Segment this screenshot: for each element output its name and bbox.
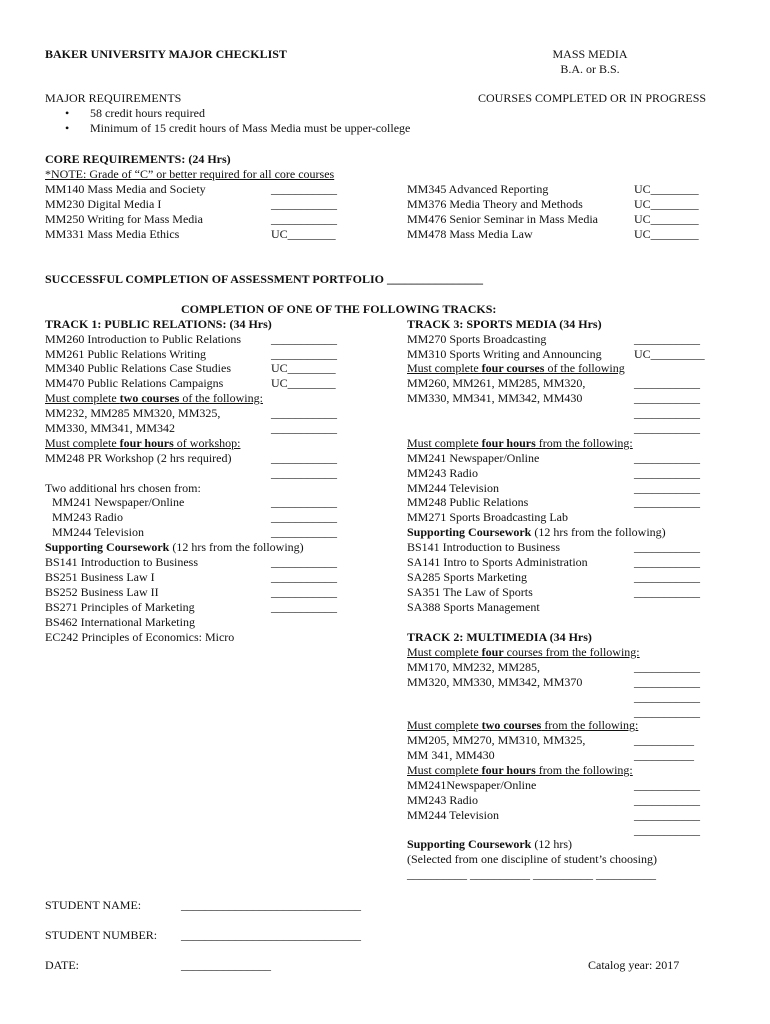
date-label: DATE: bbox=[45, 958, 79, 972]
track2-hours-item: MM244 Television bbox=[407, 808, 499, 822]
core-course: MM376 Media Theory and Methods bbox=[407, 197, 583, 211]
track1-supporting-course: BS462 International Marketing bbox=[45, 615, 195, 629]
course-blank[interactable]: ___________ bbox=[634, 466, 700, 480]
track3-supporting-course: SA141 Intro to Sports Administration bbox=[407, 555, 588, 569]
track2-elective-list: MM205, MM270, MM310, MM325, bbox=[407, 733, 586, 747]
track3-hours-instruction: Must complete four hours from the following: bbox=[407, 436, 633, 450]
core-course: MM230 Digital Media I bbox=[45, 197, 162, 211]
track1-heading: TRACK 1: PUBLIC RELATIONS: (34 Hrs) bbox=[45, 317, 272, 331]
courses-completed-heading: COURSES COMPLETED OR IN PROGRESS bbox=[478, 91, 707, 105]
catalog-year: Catalog year: 2017 bbox=[588, 958, 680, 972]
course-blank[interactable]: ___________ bbox=[271, 182, 337, 196]
track1-course: MM261 Public Relations Writing bbox=[45, 347, 206, 361]
course-blank[interactable]: ___________ bbox=[271, 555, 337, 569]
course-blank[interactable]: UC________ bbox=[271, 376, 336, 390]
course-blank[interactable]: ___________ bbox=[634, 778, 700, 792]
document-title: BAKER UNIVERSITY MAJOR CHECKLIST bbox=[45, 47, 287, 61]
supporting-blanks[interactable]: __________ __________ __________ __________ bbox=[407, 867, 656, 881]
track2-four-courses-instruction: Must complete four courses from the following: bbox=[407, 645, 640, 659]
track2-hours-item: MM241Newspaper/Online bbox=[407, 778, 537, 792]
course-blank[interactable]: __________ bbox=[634, 748, 694, 762]
assessment-portfolio[interactable]: SUCCESSFUL COMPLETION OF ASSESSMENT PORTFOLIO ________________ bbox=[45, 272, 483, 286]
track3-hours-item: MM248 Public Relations bbox=[407, 495, 529, 509]
course-blank[interactable]: UC________ bbox=[271, 361, 336, 375]
track3-supporting-course: SA351 The Law of Sports bbox=[407, 585, 533, 599]
track1-course: MM260 Introduction to Public Relations bbox=[45, 332, 241, 346]
track1-supporting-heading: Supporting Coursework (12 hrs from the following) bbox=[45, 540, 304, 554]
track3-supporting-heading: Supporting Coursework (12 hrs from the following) bbox=[407, 525, 666, 539]
core-heading: CORE REQUIREMENTS: (24 Hrs) bbox=[45, 152, 231, 166]
track3-supporting-course: SA388 Sports Management bbox=[407, 600, 540, 614]
course-blank[interactable]: ___________ bbox=[271, 332, 337, 346]
track2-elective-list: MM320, MM330, MM342, MM370 bbox=[407, 675, 583, 689]
track1-elective-list: MM330, MM341, MM342 bbox=[45, 421, 176, 435]
track2-supporting-note: (Selected from one discipline of student’s choosing) bbox=[407, 852, 657, 866]
track1-course: MM340 Public Relations Case Studies bbox=[45, 361, 231, 375]
track3-four-courses-instruction: Must complete four courses of the following bbox=[407, 361, 625, 375]
track3-hours-item: MM244 Television bbox=[407, 481, 499, 495]
course-blank[interactable]: ___________ bbox=[271, 585, 337, 599]
track1-supporting-course: BS271 Principles of Marketing bbox=[45, 600, 195, 614]
track3-hours-item: MM241 Newspaper/Online bbox=[407, 451, 540, 465]
course-blank[interactable]: ___________ bbox=[634, 391, 700, 405]
course-blank[interactable]: ___________ bbox=[271, 600, 337, 614]
course-blank[interactable]: ___________ bbox=[634, 495, 700, 509]
track1-workshop: MM248 PR Workshop (2 hrs required) bbox=[45, 451, 232, 465]
track1-elective-list: MM232, MM285 MM320, MM325, bbox=[45, 406, 221, 420]
track1-additional-item: MM244 Television bbox=[52, 525, 144, 539]
track3-hours-item: MM271 Sports Broadcasting Lab bbox=[407, 510, 568, 524]
track3-course: MM310 Sports Writing and Announcing bbox=[407, 347, 602, 361]
requirement-bullet: • Minimum of 15 credit hours of Mass Media must be upper-college bbox=[45, 121, 410, 136]
track1-workshop-instruction: Must complete four hours of workshop: bbox=[45, 436, 241, 450]
core-course: MM250 Writing for Mass Media bbox=[45, 212, 203, 226]
core-course: MM478 Mass Media Law bbox=[407, 227, 533, 241]
course-blank[interactable]: ___________ bbox=[634, 808, 700, 822]
course-blank[interactable]: ___________ bbox=[634, 705, 700, 719]
course-blank[interactable]: ___________ bbox=[271, 406, 337, 420]
course-blank[interactable]: ___________ bbox=[634, 690, 700, 704]
core-course: MM345 Advanced Reporting bbox=[407, 182, 549, 196]
course-blank[interactable]: ___________ bbox=[634, 675, 700, 689]
major-requirements-list bbox=[45, 106, 410, 136]
course-blank[interactable]: ___________ bbox=[634, 555, 700, 569]
course-blank[interactable]: ___________ bbox=[634, 540, 700, 554]
course-blank[interactable]: ___________ bbox=[634, 376, 700, 390]
track3-supporting-course: SA285 Sports Marketing bbox=[407, 570, 527, 584]
course-blank[interactable]: UC________ bbox=[271, 227, 336, 241]
track3-supporting-course: BS141 Introduction to Business bbox=[407, 540, 561, 554]
course-blank[interactable]: ___________ bbox=[634, 421, 700, 435]
track3-hours-item: MM243 Radio bbox=[407, 466, 479, 480]
course-blank[interactable]: ___________ bbox=[271, 197, 337, 211]
course-blank[interactable]: ___________ bbox=[634, 451, 700, 465]
core-course: MM476 Senior Seminar in Mass Media bbox=[407, 212, 598, 226]
student-name-field[interactable]: ______________________________ bbox=[181, 898, 361, 912]
course-blank[interactable]: UC________ bbox=[634, 182, 699, 196]
track3-elective-list: MM260, MM261, MM285, MM320, bbox=[407, 376, 586, 390]
course-blank[interactable]: ___________ bbox=[271, 212, 337, 226]
track3-heading: TRACK 3: SPORTS MEDIA (34 Hrs) bbox=[407, 317, 602, 331]
student-number-label: STUDENT NUMBER: bbox=[45, 928, 158, 942]
course-blank[interactable]: UC________ bbox=[634, 197, 699, 211]
track2-two-courses-instruction: Must complete two courses from the following: bbox=[407, 718, 639, 732]
track2-supporting-heading: Supporting Coursework (12 hrs) bbox=[407, 837, 573, 851]
major-name: MASS MEDIA bbox=[552, 47, 628, 61]
course-blank[interactable]: ___________ bbox=[634, 660, 700, 674]
course-blank[interactable]: ___________ bbox=[271, 451, 337, 465]
track2-hours-item: MM243 Radio bbox=[407, 793, 479, 807]
course-blank[interactable]: UC_________ bbox=[634, 347, 705, 361]
track1-supporting-course: BS251 Business Law I bbox=[45, 570, 155, 584]
track1-supporting-course: BS141 Introduction to Business bbox=[45, 555, 199, 569]
course-blank[interactable]: ___________ bbox=[271, 421, 337, 435]
course-blank[interactable]: ___________ bbox=[634, 570, 700, 584]
track2-heading: TRACK 2: MULTIMEDIA (34 Hrs) bbox=[407, 630, 592, 644]
track2-elective-list: MM170, MM232, MM285, bbox=[407, 660, 541, 674]
course-blank[interactable]: UC________ bbox=[634, 212, 699, 226]
date-field[interactable]: _______________ bbox=[181, 958, 271, 972]
track2-hours-instruction: Must complete four hours from the following: bbox=[407, 763, 633, 777]
track1-supporting-course: EC242 Principles of Economics: Micro bbox=[45, 630, 235, 644]
course-blank[interactable]: ___________ bbox=[271, 347, 337, 361]
tracks-heading: COMPLETION OF ONE OF THE FOLLOWING TRACKS: bbox=[181, 302, 497, 316]
track1-additional-hours: Two additional hrs chosen from: bbox=[45, 481, 201, 495]
course-blank[interactable]: ___________ bbox=[271, 466, 337, 480]
core-course: MM140 Mass Media and Society bbox=[45, 182, 206, 196]
course-blank[interactable]: ___________ bbox=[634, 823, 700, 837]
course-blank[interactable]: ___________ bbox=[271, 510, 337, 524]
track1-additional-item: MM241 Newspaper/Online bbox=[52, 495, 185, 509]
track1-supporting-course: BS252 Business Law II bbox=[45, 585, 159, 599]
track3-course: MM270 Sports Broadcasting bbox=[407, 332, 547, 346]
course-blank[interactable]: ___________ bbox=[634, 585, 700, 599]
course-blank[interactable]: ___________ bbox=[634, 793, 700, 807]
core-note: *NOTE: Grade of “C” or better required for all core courses bbox=[45, 167, 335, 181]
requirement-bullet: • 58 credit hours required bbox=[45, 106, 410, 121]
track1-two-courses-instruction: Must complete two courses of the following: bbox=[45, 391, 263, 405]
major-requirements-heading: MAJOR REQUIREMENTS bbox=[45, 91, 182, 105]
student-name-label: STUDENT NAME: bbox=[45, 898, 142, 912]
course-blank[interactable]: ___________ bbox=[271, 570, 337, 584]
track1-course: MM470 Public Relations Campaigns bbox=[45, 376, 224, 390]
track1-additional-item: MM243 Radio bbox=[52, 510, 124, 524]
course-blank[interactable]: UC________ bbox=[634, 227, 699, 241]
course-blank[interactable]: __________ bbox=[634, 733, 694, 747]
course-blank[interactable]: ___________ bbox=[271, 495, 337, 509]
degree-type: B.A. or B.S. bbox=[560, 62, 620, 76]
student-number-field[interactable]: ______________________________ bbox=[181, 928, 361, 942]
course-blank[interactable]: ___________ bbox=[634, 481, 700, 495]
course-blank[interactable]: ___________ bbox=[634, 332, 700, 346]
track3-elective-list: MM330, MM341, MM342, MM430 bbox=[407, 391, 583, 405]
course-blank[interactable]: ___________ bbox=[271, 525, 337, 539]
core-course: MM331 Mass Media Ethics bbox=[45, 227, 180, 241]
track2-elective-list: MM 341, MM430 bbox=[407, 748, 495, 762]
course-blank[interactable]: ___________ bbox=[634, 406, 700, 420]
